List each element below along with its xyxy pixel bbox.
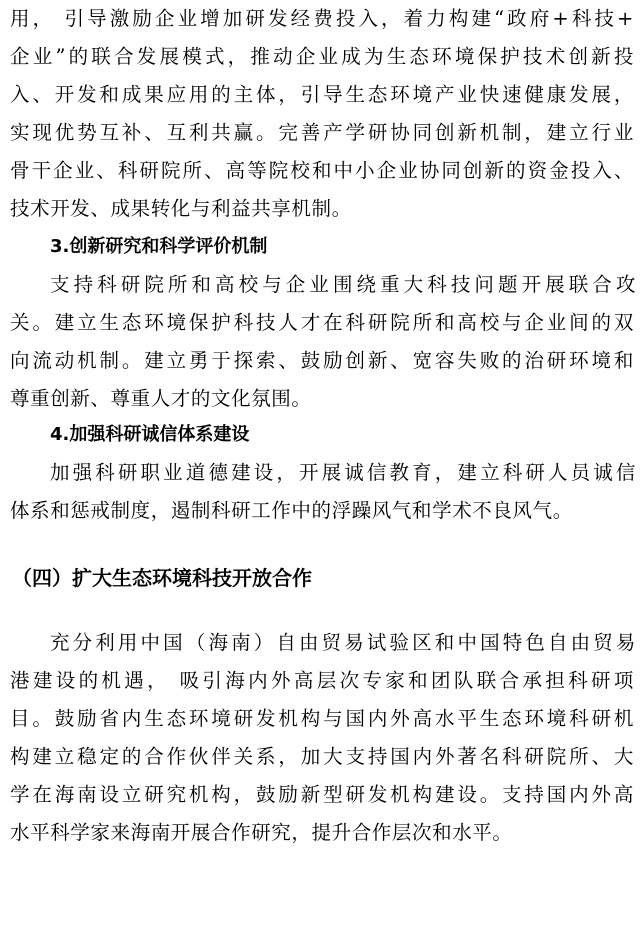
paragraph-3-line-4: 尊重创新、尊重人才的文化氛围。 — [10, 387, 312, 410]
paragraph-5-line-6: 水平科学家来海南开展合作研究，提升合作层次和水平。 — [10, 821, 513, 844]
paragraph-4-line-2: 体系和惩戒制度，遏制科研工作中的浮躁风气和学术不良风气。 — [10, 499, 573, 522]
paragraph-1-line-5: 骨干企业、科研院所、高等院校和中小企业协同创新的资金投入、 — [10, 159, 634, 182]
paragraph-5-line-4: 构建立稳定的合作伙伴关系，加大支持国内外著名科研院所、大 — [10, 745, 634, 768]
subheading-4: 4.加强科研诚信体系建设 — [50, 424, 250, 445]
paragraph-1-line-3: 入、开发和成果应用的主体，引导生态环境产业快速健康发展， — [10, 83, 634, 106]
paragraph-3-line-3: 向流动机制。建立勇于探索、鼓励创新、宽容失败的治研环境和 — [10, 349, 634, 372]
paragraph-1-line-4: 实现优势互补、互利共赢。完善产学研协同创新机制，建立行业 — [10, 121, 634, 144]
paragraph-3-line-2: 关。建立生态环境保护科技人才在科研院所和高校与企业间的双 — [10, 311, 634, 334]
paragraph-5-line-2: 港建设的机遇， 吸引海内外高层次专家和团队联合承担科研项 — [10, 669, 634, 692]
paragraph-5-line-5: 学在海南设立研究机构，鼓励新型研发机构建设。支持国内外高 — [10, 783, 634, 806]
paragraph-5-line-3: 目。鼓励省内生态环境研发机构与国内外高水平生态环境科研机 — [10, 707, 634, 730]
paragraph-1-line-6: 技术开发、成果转化与利益共享机制。 — [10, 197, 352, 220]
paragraph-1-line-1: 用， 引导激励企业增加研发经费投入，着力构建“政府+科技+ — [10, 7, 634, 30]
paragraph-3-line-1: 支持科研院所和高校与企业围绕重大科技问题开展联合攻 — [50, 273, 636, 296]
section-title: （四）扩大生态环境科技开放合作 — [12, 566, 312, 590]
paragraph-1-line-2: 企业”的联合发展模式，推动企业成为生态环境保护技术创新投 — [10, 45, 634, 68]
paragraph-4-line-1: 加强科研职业道德建设，开展诚信教育，建立科研人员诚信 — [50, 461, 636, 484]
paragraph-5-line-1: 充分利用中国（海南）自由贸易试验区和中国特色自由贸易 — [50, 631, 636, 654]
subheading-3: 3.创新研究和科学评价机制 — [50, 236, 268, 257]
